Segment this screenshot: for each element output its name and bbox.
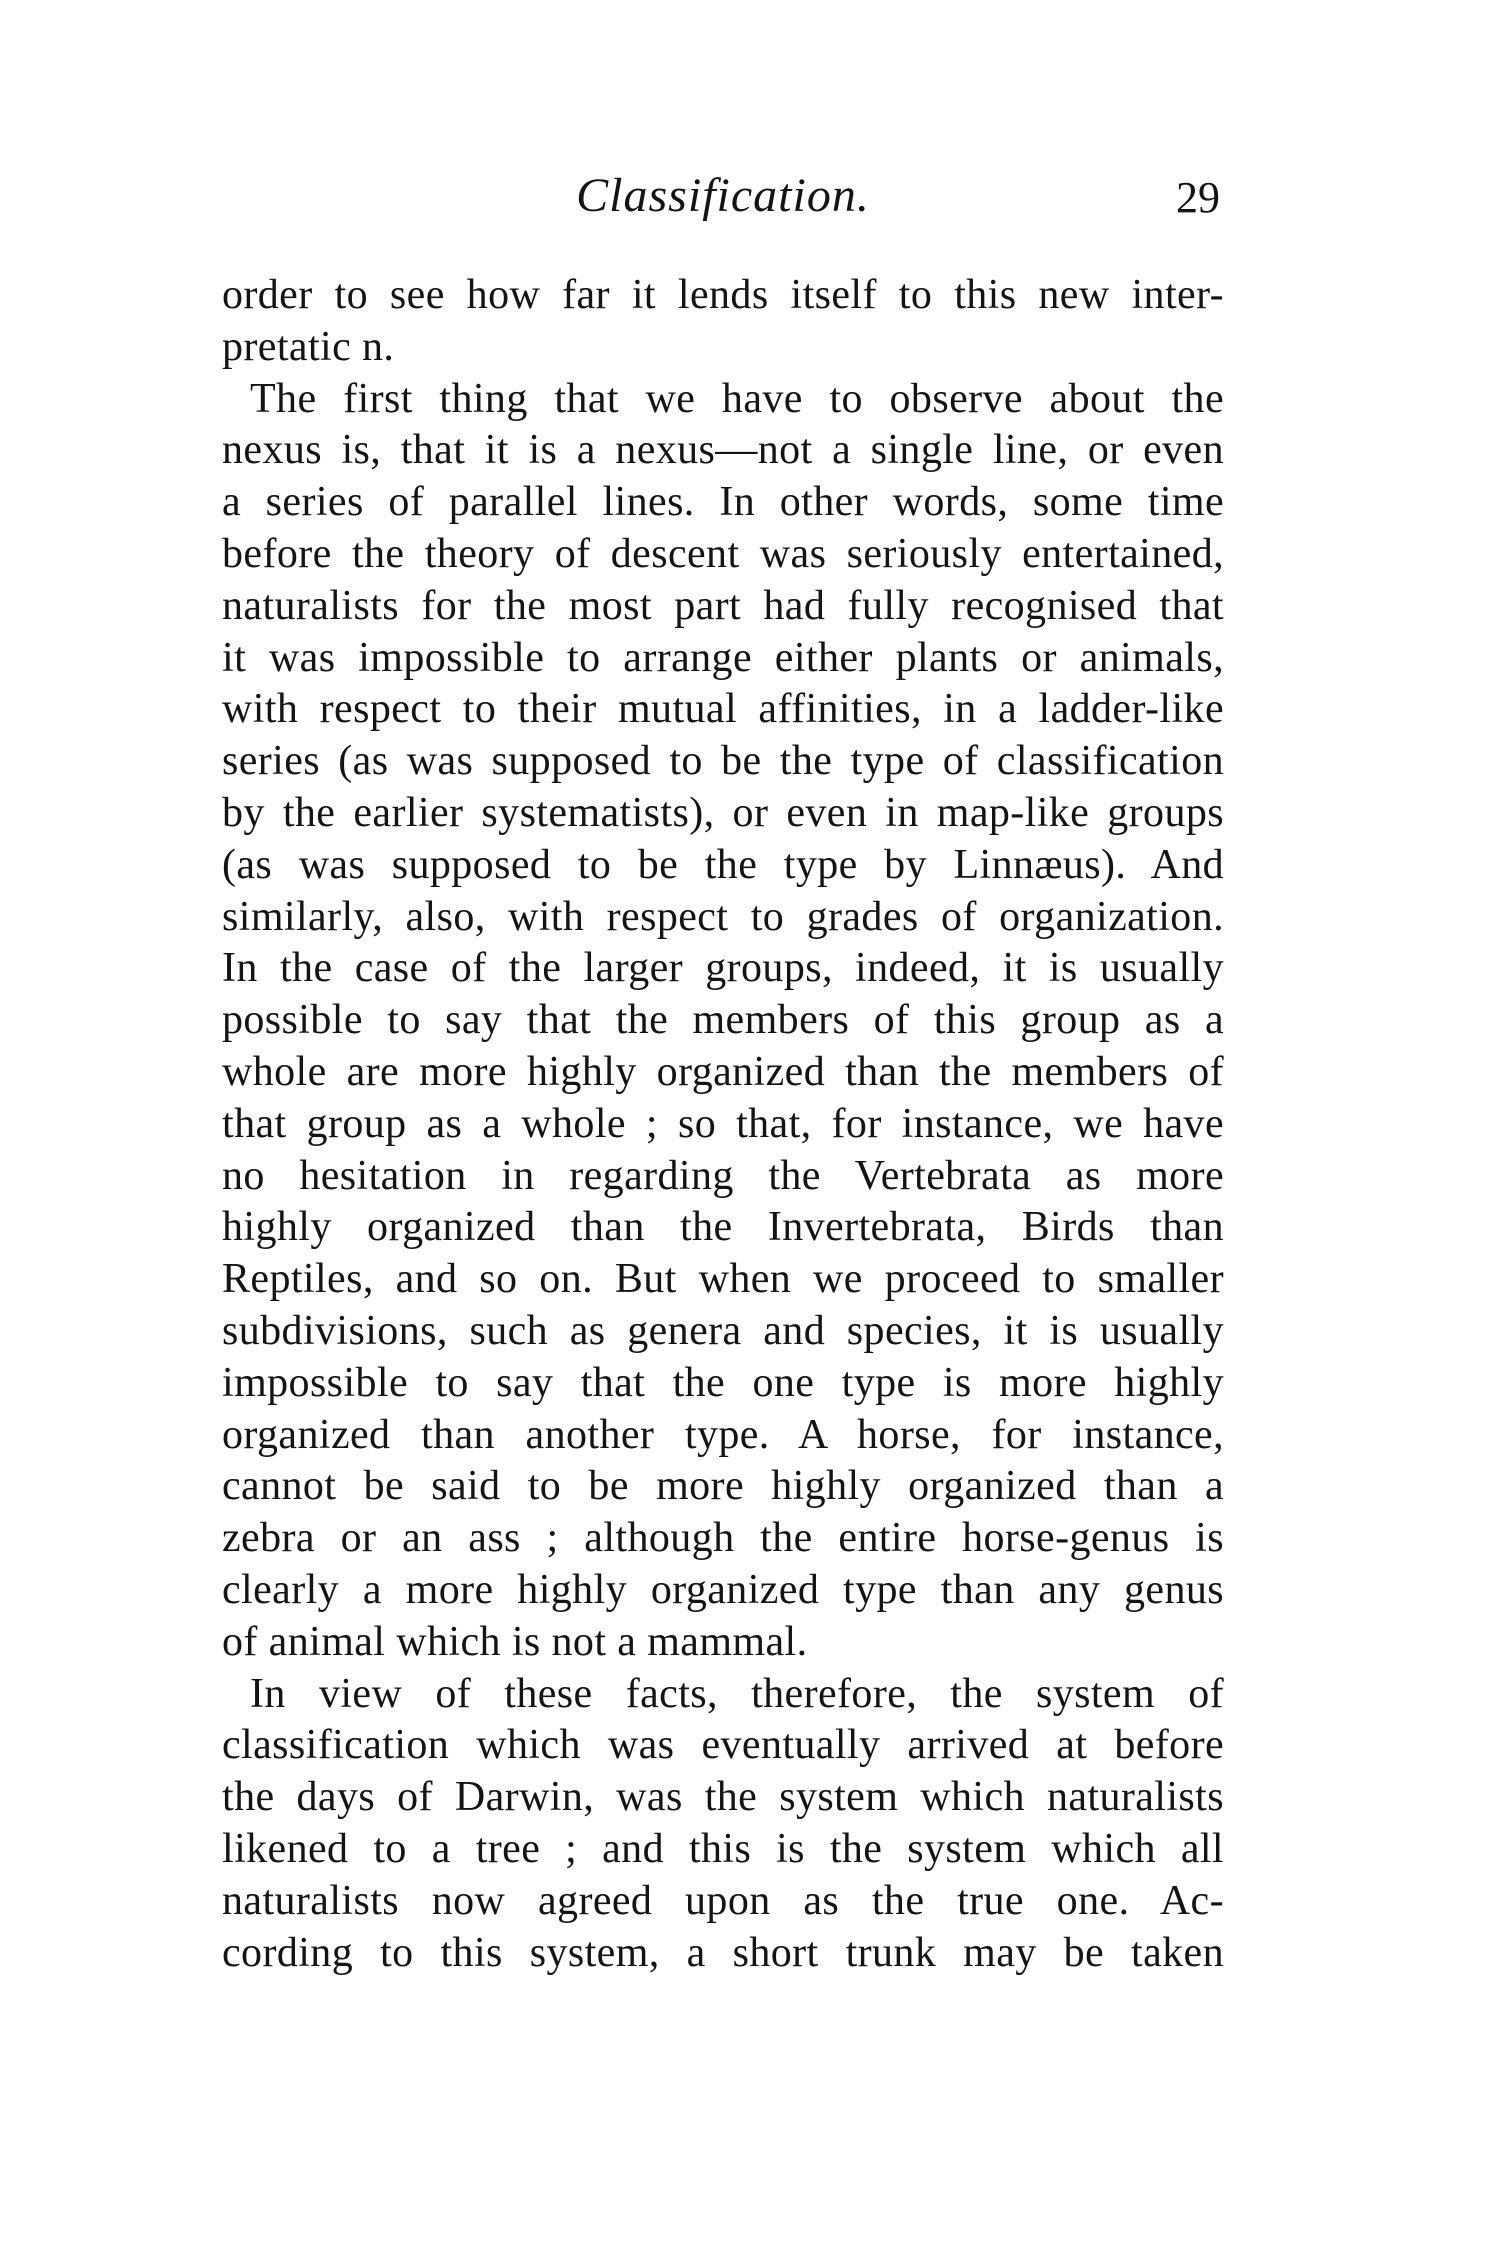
- text-line-content: cannot be said to be more highly organized than a: [222, 1463, 1224, 1510]
- text-line-content: The first thing that we have to observe about the: [250, 375, 1224, 422]
- text-line-content: zebra or an ass ; although the entire horse-genus is: [222, 1515, 1224, 1562]
- text-line: [222, 477, 1224, 529]
- text-line-content: clearly a more highly organized type than any genus: [222, 1566, 1224, 1613]
- text-line: [222, 1151, 1224, 1203]
- text-line: [222, 1824, 1224, 1876]
- text-line: [222, 1772, 1224, 1824]
- text-line: [222, 1669, 1224, 1721]
- text-line-content: before the theory of descent was seriously entertained,: [222, 530, 1224, 577]
- running-title: Classification.: [576, 169, 870, 222]
- text-line: [222, 736, 1224, 788]
- text-line-content: with respect to their mutual affinities, in a ladder-like: [222, 686, 1224, 733]
- text-line: [222, 270, 1224, 322]
- text-line-content: order to see how far it lends itself to this new inter-: [222, 272, 1224, 318]
- text-line: [222, 1047, 1224, 1099]
- text-line-content: cording to this system, a short trunk may be taken: [222, 1929, 1224, 1976]
- text-line-content: likened to a tree ; and this is the system which all: [222, 1825, 1224, 1872]
- text-line-content: that group as a whole ; so that, for instance, we have: [222, 1100, 1224, 1147]
- text-line-content: nexus is, that it is a nexus—not a single line, or even: [222, 427, 1224, 474]
- text-line: [222, 892, 1224, 944]
- text-line-content: a series of parallel lines. In other words, some time: [222, 479, 1224, 526]
- text-line: [222, 1513, 1224, 1565]
- text-line-content: no hesitation in regarding the Vertebrata as more: [222, 1152, 1224, 1199]
- text-line: [222, 1720, 1224, 1772]
- text-line: [222, 1099, 1224, 1151]
- text-line-content: naturalists now agreed upon as the true one. Ac-: [222, 1877, 1224, 1924]
- page-header: [222, 168, 1224, 228]
- text-line: [222, 633, 1224, 685]
- text-line: [222, 788, 1224, 840]
- text-line-content: organized than another type. A horse, for instance,: [222, 1411, 1224, 1458]
- text-line-content: by the earlier systematists), or even in map-like groups: [222, 789, 1224, 836]
- text-line-content: highly organized than the Invertebrata, Birds than: [222, 1204, 1224, 1251]
- text-line: [222, 1565, 1224, 1617]
- text-line-content: impossible to say that the one type is more highly: [222, 1359, 1224, 1406]
- text-line: [222, 1461, 1224, 1513]
- text-line: [222, 995, 1224, 1047]
- text-line-content: subdivisions, such as genera and species, it is usually: [222, 1307, 1224, 1354]
- text-line-content: Reptiles, and so on. But when we proceed to smaller: [222, 1256, 1224, 1303]
- text-line-content: possible to say that the members of this group as a: [222, 997, 1224, 1044]
- text-line: [222, 840, 1224, 892]
- text-line-content: In view of these facts, therefore, the system of: [250, 1670, 1224, 1717]
- text-line-content: naturalists for the most part had fully recognised that: [222, 582, 1224, 629]
- text-line: [222, 1617, 1224, 1669]
- text-line: [222, 1202, 1224, 1254]
- page-number: 29: [1176, 173, 1220, 222]
- text-line: [222, 684, 1224, 736]
- text-line: [222, 1876, 1224, 1928]
- text-line: [222, 1358, 1224, 1410]
- text-line-content: series (as was supposed to be the type of classification: [222, 738, 1224, 785]
- text-line-content: whole are more highly organized than the members of: [222, 1048, 1224, 1095]
- text-line: [222, 1410, 1224, 1462]
- text-line: [222, 1306, 1224, 1358]
- text-line: [222, 425, 1224, 477]
- text-line-content: similarly, also, with respect to grades of organization.: [222, 893, 1224, 940]
- text-line: [222, 374, 1224, 426]
- text-line-content: the days of Darwin, was the system which naturalists: [222, 1774, 1224, 1821]
- text-line: [222, 529, 1224, 581]
- text-line-content: (as was supposed to be the type by Linnæus). And: [222, 841, 1224, 888]
- text-line-content: of animal which is not a mammal.: [222, 1618, 808, 1665]
- text-line: [222, 1928, 1224, 1980]
- text-line-content: classification which was eventually arrived at before: [222, 1722, 1224, 1769]
- text-line: [222, 1254, 1224, 1306]
- text-line-content: it was impossible to arrange either plants or animals,: [222, 634, 1224, 681]
- text-line-content: pretatic n.: [222, 323, 395, 370]
- text-line: [222, 322, 1224, 374]
- text-line: [222, 581, 1224, 633]
- body-text: [222, 270, 1224, 1979]
- text-line-content: In the case of the larger groups, indeed, it is usually: [222, 945, 1224, 992]
- text-line: [222, 943, 1224, 995]
